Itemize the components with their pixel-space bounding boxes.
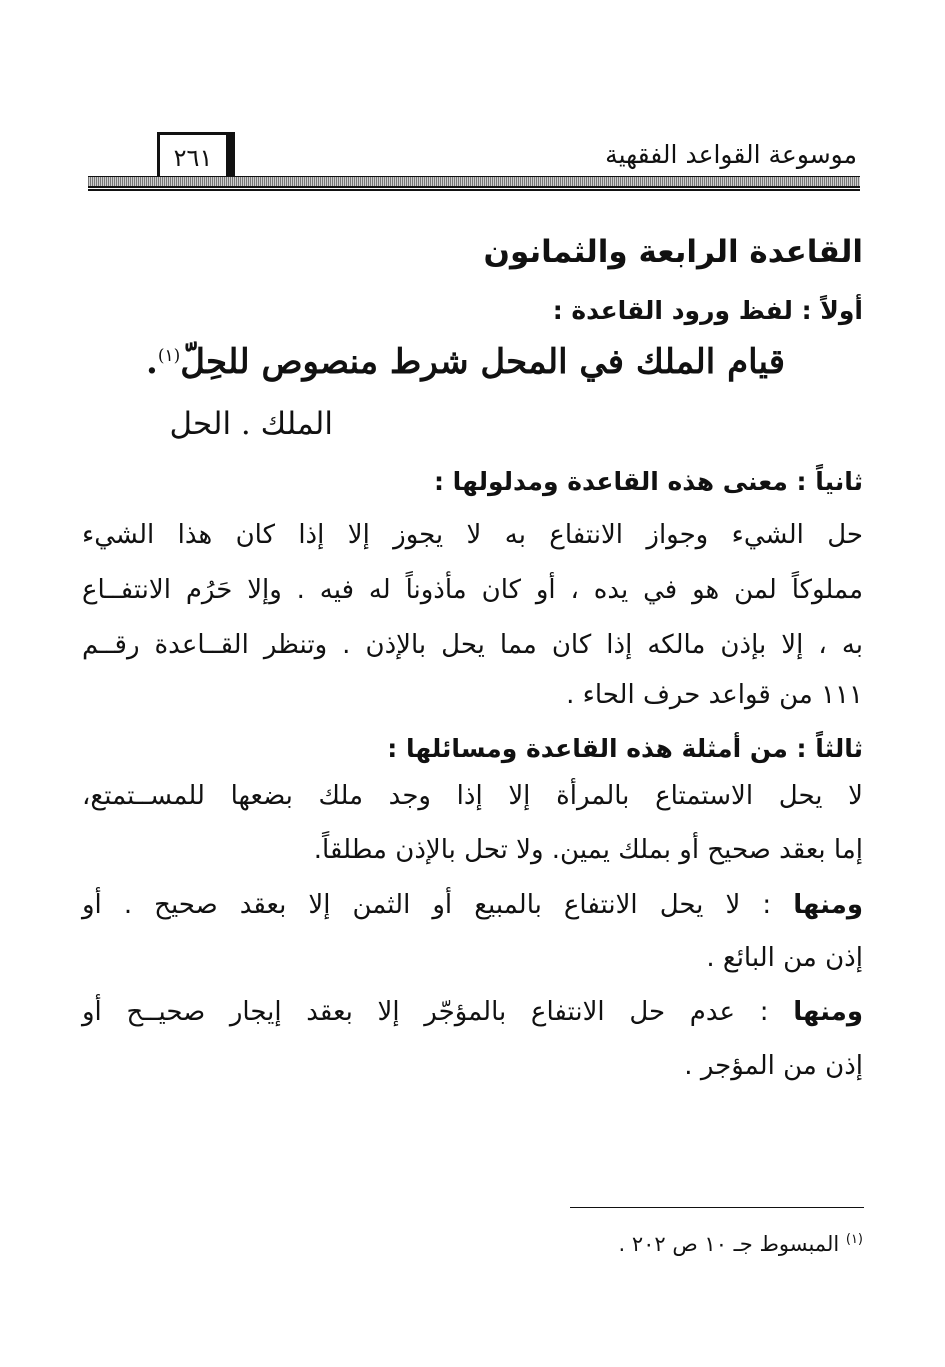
header-divider-underline bbox=[88, 189, 860, 191]
example-three-line-2: إذن من المؤجر . bbox=[684, 1051, 863, 1081]
section-heading-examples: ثالثاً : من أمثلة هذه القاعدة ومسائلها : bbox=[387, 734, 863, 763]
meaning-line-3: به ، إلا بإذن مالكه إذا كان مما يحل بالإذن . وتنظر القــاعدة رقــم bbox=[82, 630, 863, 660]
rule-statement bbox=[146, 342, 785, 382]
section-heading-wording: أولاً : لفظ ورود القاعدة : bbox=[552, 296, 863, 325]
footnote-marker: (١) bbox=[845, 1232, 863, 1247]
rule-statement-text: قيام الملك في المحل شرط منصوص للحِلّ bbox=[180, 342, 785, 382]
example-three-lead: ومنها bbox=[793, 997, 863, 1027]
example-two-line-1 bbox=[82, 890, 863, 920]
footnote-text: المبسوط جـ ١٠ ص ٢٠٢ . bbox=[618, 1232, 846, 1256]
section-heading-meaning: ثانياً : معنى هذه القاعدة ومدلولها : bbox=[433, 467, 863, 496]
footnote-divider bbox=[570, 1207, 864, 1208]
example-two-line-2: إذن من البائع . bbox=[706, 943, 863, 973]
rule-heading: القاعدة الرابعة والثمانون bbox=[483, 234, 863, 270]
meaning-line-4: ١١١ من قواعد حرف الحاء . bbox=[566, 680, 863, 710]
running-header-title: موسوعة القواعد الفقهية bbox=[605, 140, 857, 169]
example-two-lead: ومنها bbox=[793, 890, 863, 920]
example-three-line-1 bbox=[82, 997, 863, 1027]
meaning-line-2: مملوكاً لمن هو في يده ، أو كان مأذوناً له فيه . وإلا حَرُم الانتفــاع bbox=[82, 575, 863, 605]
footnote bbox=[618, 1232, 863, 1256]
meaning-line-1: حل الشيء وجواز الانتفاع به لا يجوز إلا إذا كان هذا الشيء bbox=[82, 520, 863, 550]
example-one-line-2: إما بعقد صحيح أو بملك يمين. ولا تحل بالإذن مطلقاً. bbox=[313, 835, 863, 865]
rule-keywords: الملك . الحل bbox=[169, 406, 333, 442]
example-three-text: : عدم حل الانتفاع بالمؤجّر إلا بعقد إيجار صحيــح أو bbox=[82, 997, 794, 1027]
header-divider bbox=[88, 176, 860, 188]
page-number: ٢٦١ bbox=[157, 132, 235, 180]
example-two-text: : لا يحل الانتفاع بالمبيع أو الثمن إلا بعقد صحيح . أو bbox=[82, 890, 794, 920]
footnote-reference[interactable]: (١) bbox=[157, 346, 181, 366]
rule-statement-end: . bbox=[146, 342, 158, 382]
example-one-line-1: لا يحل الاستمتاع بالمرأة إلا إذا وجد ملك بضعها للمســتمتع، bbox=[82, 781, 863, 811]
